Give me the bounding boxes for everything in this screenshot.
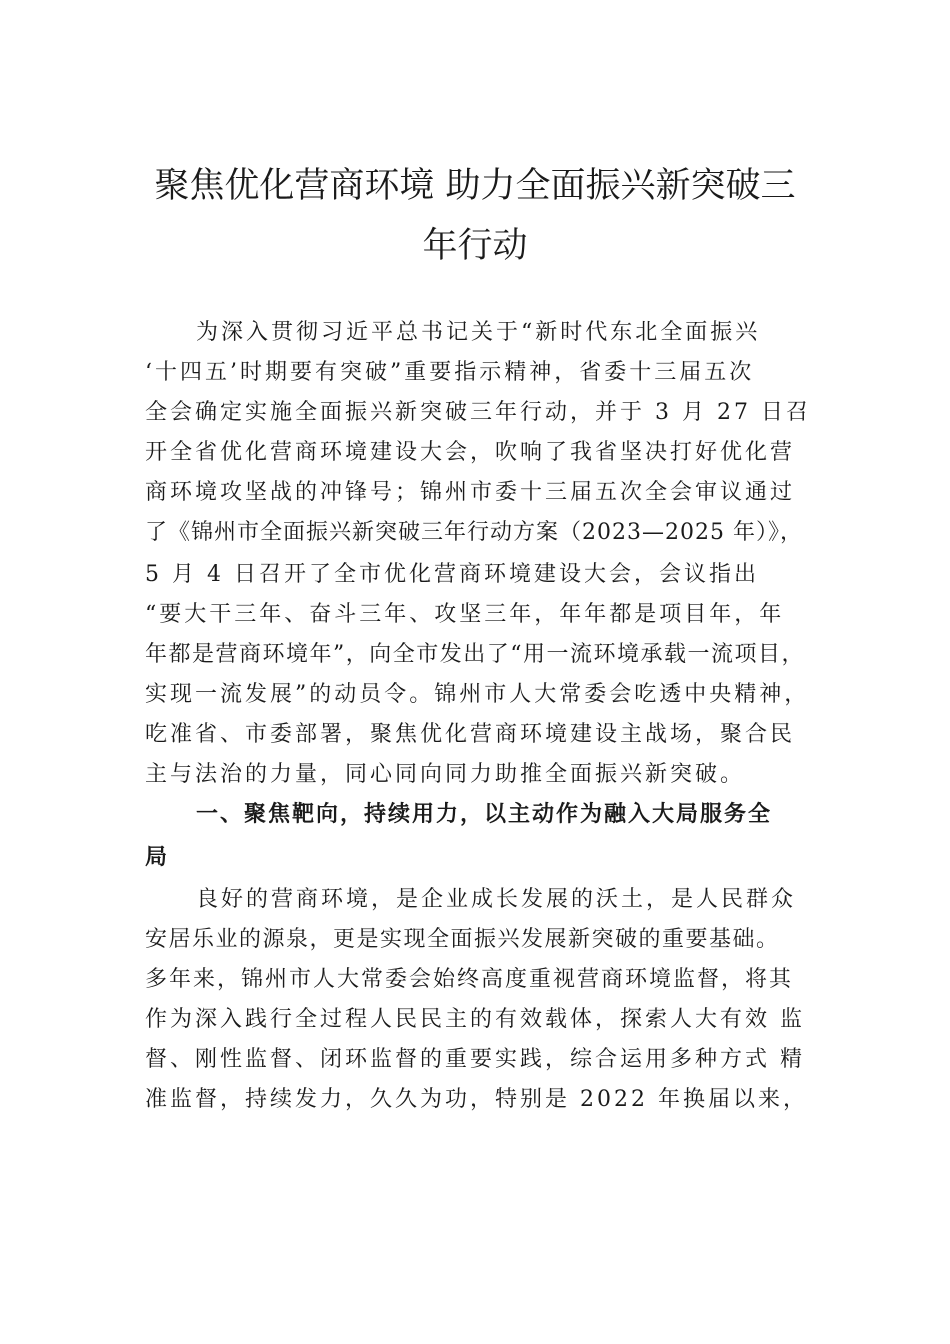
- document-title-line-1: 聚焦优化营商环境 助力全面振兴新突破三: [154, 166, 796, 206]
- text-line: 吃准省、市委部署，聚焦优化营商环境建设主战场，聚合民: [145, 722, 796, 747]
- text-line: 良好的营商环境，是企业成长发展的沃土，是人民群众: [196, 887, 797, 912]
- text-line: 商环境攻坚战的冲锋号；锦州市委十三届五次全会审议通过: [145, 480, 796, 505]
- heading-line: 一、聚焦靶向，持续用力，以主动作为融入大局服务全: [196, 802, 773, 827]
- text-line: 了《锦州市全面振兴新突破三年行动方案（2023—2025 年）》，: [145, 520, 803, 545]
- text-line: “要大干三年、奋斗三年、攻坚三年，年年都是项目年，年: [145, 602, 785, 627]
- text-line: 督、刚性监督、闭环监督的重要实践，综合运用多种方式 精: [145, 1047, 805, 1072]
- text-line: 主与法治的力量，同心同向同力助推全面振兴新突破。: [145, 762, 746, 787]
- text-line: 5 月 4 日召开了全市优化营商环境建设大会，会议指出: [145, 562, 759, 587]
- text-line: 多年来，锦州市人大常委会始终高度重视营商环境监督，将其: [145, 967, 794, 992]
- text-line: 安居乐业的源泉，更是实现全面振兴发展新突破的重要基础。: [145, 927, 780, 952]
- text-line: ‘十四五’时期要有突破”重要指示精神，省委十三届五次: [145, 360, 755, 385]
- text-line: 实现一流发展”的动员令。锦州市人大常委会吃透中央精神，: [145, 682, 810, 707]
- text-line: 为深入贯彻习近平总书记关于“新时代东北全面振兴: [196, 320, 761, 345]
- text-line: 开全省优化营商环境建设大会，吹响了我省坚决打好优化营: [145, 440, 796, 465]
- text-line: 作为深入践行全过程人民民主的有效载体，探索人大有效 监: [145, 1007, 805, 1032]
- text-line: 全会确定实施全面振兴新突破三年行动，并于 3 月 27 日召: [145, 400, 811, 425]
- document-title-line-2: 年行动: [422, 226, 528, 266]
- text-line: 年都是营商环境年”，向全市发出了“用一流环境承载一流项目，: [145, 642, 805, 667]
- text-line: 准监督，持续发力，久久为功，特别是 2022 年换届以来，: [145, 1087, 808, 1112]
- heading-line: 局: [145, 845, 170, 870]
